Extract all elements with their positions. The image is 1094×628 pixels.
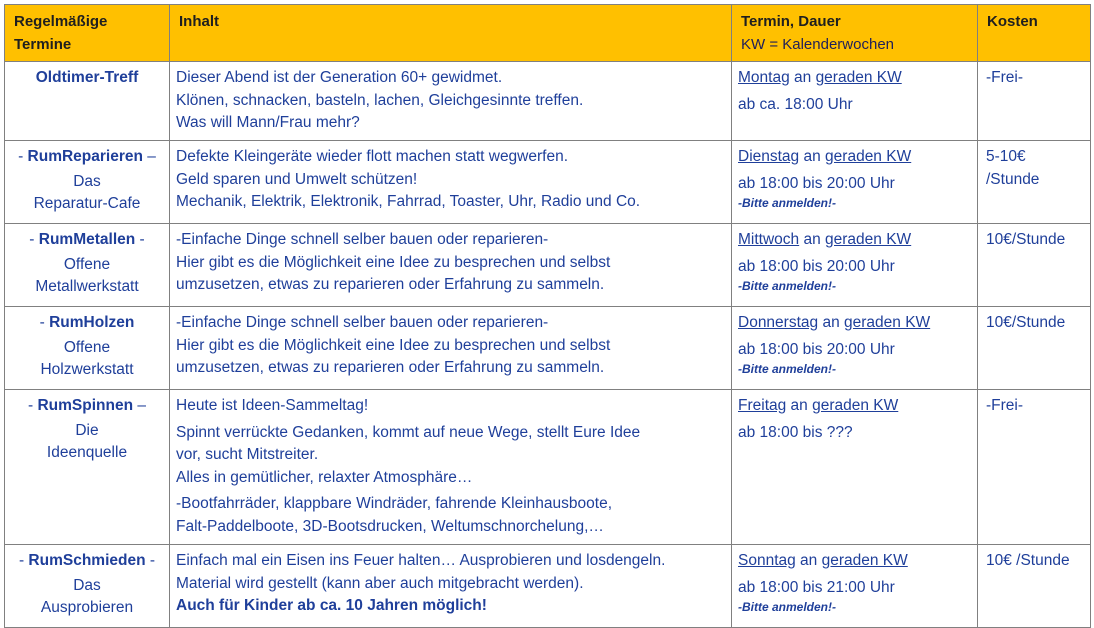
weekday-connector: an <box>789 69 816 86</box>
event-cost-unit: /Stunde <box>986 170 1040 188</box>
description-line: umzusetzen, etwas zu reparieren oder Erfahrung zu sammeln. <box>176 359 605 376</box>
description-line: Defekte Kleingeräte wieder flott machen statt wegwerfen. <box>176 148 569 165</box>
description-line: Material wird gestellt (kann aber auch mitgebracht werden). <box>176 574 584 592</box>
header-date-duration-title: Termin, Dauer <box>741 13 841 30</box>
even-weeks-link[interactable]: geraden KW <box>825 148 912 165</box>
event-cost-cell <box>978 545 1091 628</box>
registration-note: -Bitte anmelden!- <box>738 362 837 376</box>
event-cost: 10€ /Stunde <box>986 552 1070 569</box>
event-cost-cell <box>978 307 1091 390</box>
event-description-cell <box>170 62 732 141</box>
table-row <box>5 545 1091 628</box>
weekday-connector: an <box>795 552 822 569</box>
weekday-connector: an <box>799 231 826 248</box>
event-name: RumReparieren <box>27 148 143 165</box>
weekday-link[interactable]: Montag <box>738 69 790 86</box>
weekday-link[interactable]: Mittwoch <box>738 231 800 248</box>
weekday-link[interactable]: Donnerstag <box>738 314 819 331</box>
description-line: Geld sparen und Umwelt schützen! <box>176 170 418 188</box>
weekday-link[interactable]: Sonntag <box>738 552 796 569</box>
event-subtitle-line1: Offene <box>63 338 111 356</box>
event-name-prefix: - <box>18 148 28 165</box>
description-line: Mechanik, Elektrik, Elektronik, Fahrrad, Toaster, Uhr, Radio und Co. <box>176 193 641 210</box>
event-description-cell <box>170 141 732 224</box>
description-line: -Einfache Dinge schnell selber bauen oder reparieren- <box>176 314 549 331</box>
header-costs: Kosten <box>978 5 1091 62</box>
description-line: Spinnt verrückte Gedanken, kommt auf neue Wege, stellt Eure Idee <box>176 423 641 441</box>
event-name-suffix: - <box>135 231 145 248</box>
event-cost-cell <box>978 62 1091 141</box>
event-subtitle-line1: Die <box>75 421 99 439</box>
even-weeks-link[interactable]: geraden KW <box>825 231 912 248</box>
event-schedule-cell <box>732 62 978 141</box>
event-name-suffix: – <box>142 148 156 165</box>
event-schedule-cell <box>732 545 978 628</box>
description-line: vor, sucht Mitstreiter. <box>176 446 319 463</box>
description-line: -Bootfahrräder, klappbare Windräder, fahrende Kleinhausboote, <box>176 495 613 512</box>
event-name-cell <box>5 224 170 307</box>
table-row <box>5 141 1091 224</box>
description-line: Einfach mal ein Eisen ins Feuer halten… Ausprobieren und losdengeln. <box>176 552 666 569</box>
event-schedule-cell <box>732 390 978 545</box>
event-cost-cell <box>978 390 1091 545</box>
table-row <box>5 390 1091 545</box>
event-name-prefix: - <box>39 314 50 331</box>
header-row <box>5 5 1091 62</box>
table-row <box>5 224 1091 307</box>
even-weeks-link[interactable]: geraden KW <box>821 552 908 569</box>
event-subtitle-line2: Ausprobieren <box>40 599 134 616</box>
event-schedule-cell <box>732 141 978 224</box>
even-weeks-link[interactable]: geraden KW <box>815 69 902 86</box>
event-schedule-cell <box>732 307 978 390</box>
event-name-cell <box>5 307 170 390</box>
schedule-table <box>4 4 1091 628</box>
description-line: Was will Mann/Frau mehr? <box>176 114 360 131</box>
weekday-connector: an <box>818 314 844 331</box>
event-time: ab 18:00 bis ??? <box>738 423 853 441</box>
event-name-cell <box>5 141 170 224</box>
header-regular-dates-line2: Termine <box>14 36 72 53</box>
event-subtitle-line1: Offene <box>63 255 111 273</box>
event-time: ab 18:00 bis 20:00 Uhr <box>738 340 895 358</box>
event-name-cell <box>5 62 170 141</box>
event-name: RumSpinnen <box>37 397 134 414</box>
table-row <box>5 62 1091 141</box>
event-name: Oldtimer-Treff <box>35 69 139 86</box>
description-line: Hier gibt es die Möglichkeit eine Idee zu besprechen und selbst <box>176 253 611 271</box>
description-line: Heute ist Ideen-Sammeltag! <box>176 397 369 414</box>
event-name-cell <box>5 390 170 545</box>
weekday-connector: an <box>799 148 826 165</box>
event-name: RumMetallen <box>38 231 136 248</box>
description-line: umzusetzen, etwas zu reparieren oder Erfahrung zu sammeln. <box>176 276 605 293</box>
event-name-cell <box>5 545 170 628</box>
event-subtitle-line2: Metallwerkstatt <box>35 278 139 295</box>
event-cost-cell <box>978 224 1091 307</box>
description-line: Hier gibt es die Möglichkeit eine Idee zu besprechen und selbst <box>176 336 611 354</box>
event-description-cell <box>170 307 732 390</box>
weekday-link[interactable]: Dienstag <box>738 148 800 165</box>
header-regular-dates <box>5 5 170 62</box>
event-time: ab 18:00 bis 20:00 Uhr <box>738 257 895 275</box>
event-cost: 10€/Stunde <box>986 231 1066 248</box>
event-subtitle-line2: Holzwerkstatt <box>40 361 134 378</box>
event-name-prefix: - <box>18 552 29 569</box>
registration-note: -Bitte anmelden!- <box>738 279 837 293</box>
event-name: RumSchmieden <box>28 552 146 569</box>
event-subtitle-line2: Reparatur-Cafe <box>33 195 141 212</box>
even-weeks-link[interactable]: geraden KW <box>844 314 931 331</box>
header-date-duration-subtitle: KW = Kalenderwochen <box>741 36 895 53</box>
description-line-highlight: Auch für Kinder ab ca. 10 Jahren möglich! <box>176 597 487 614</box>
header-date-duration <box>732 5 978 62</box>
even-weeks-link[interactable]: geraden KW <box>812 397 899 414</box>
event-name: RumHolzen <box>49 314 135 331</box>
description-line: -Einfache Dinge schnell selber bauen oder reparieren- <box>176 231 549 248</box>
event-name-suffix: – <box>133 397 146 414</box>
event-name-prefix: - <box>29 231 39 248</box>
event-schedule-cell <box>732 224 978 307</box>
event-cost: -Frei- <box>986 397 1024 414</box>
event-name-suffix: - <box>145 552 156 569</box>
registration-note: -Bitte anmelden!- <box>738 196 837 210</box>
event-time: ab ca. 18:00 Uhr <box>738 95 853 113</box>
event-description-cell <box>170 224 732 307</box>
header-regular-dates-line1: Regelmäßige <box>14 13 108 30</box>
event-name-prefix: - <box>28 397 38 414</box>
event-cost: 10€/Stunde <box>986 314 1066 331</box>
table-row <box>5 307 1091 390</box>
description-line: Falt-Paddelboote, 3D-Bootsdrucken, Weltumschnorchelung,… <box>176 517 604 535</box>
event-subtitle-line2: Ideenquelle <box>46 444 128 461</box>
description-line: Dieser Abend ist der Generation 60+ gewidmet. <box>176 69 503 86</box>
weekday-link[interactable]: Freitag <box>738 397 787 414</box>
weekday-connector: an <box>786 397 813 414</box>
description-line: Alles in gemütlicher, relaxter Atmosphäre… <box>176 468 473 486</box>
event-subtitle-line1: Das <box>73 172 101 190</box>
event-cost: -Frei- <box>986 69 1024 86</box>
event-subtitle-line1: Das <box>73 576 101 594</box>
event-cost-cell <box>978 141 1091 224</box>
event-time: ab 18:00 bis 20:00 Uhr <box>738 174 895 192</box>
event-description-cell <box>170 390 732 545</box>
event-time: ab 18:00 bis 21:00 Uhr <box>738 578 895 596</box>
event-description-cell <box>170 545 732 628</box>
description-line: Klönen, schnacken, basteln, lachen, Gleichgesinnte treffen. <box>176 91 584 109</box>
registration-note: -Bitte anmelden!- <box>738 600 837 614</box>
event-cost: 5-10€ <box>986 148 1026 165</box>
header-content: Inhalt <box>170 5 732 62</box>
